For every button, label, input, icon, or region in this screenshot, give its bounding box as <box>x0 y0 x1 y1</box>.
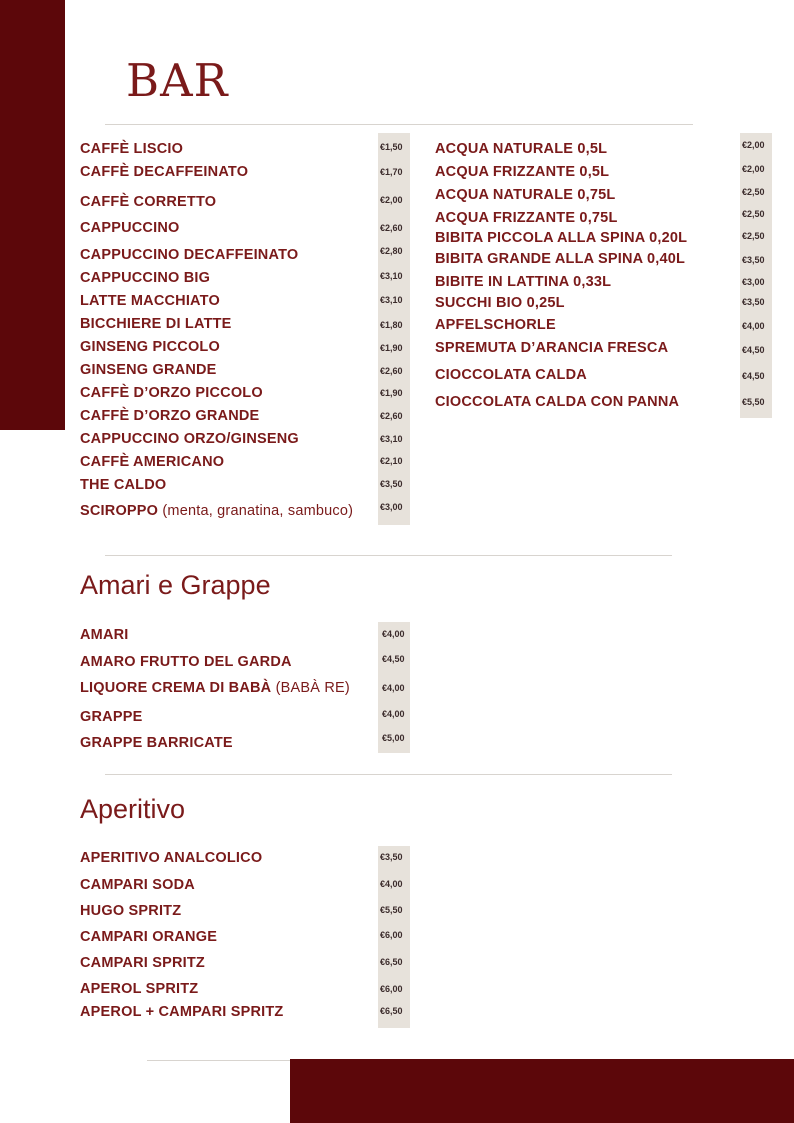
item-price: €5,50 <box>742 397 765 407</box>
menu-item <box>80 340 220 355</box>
menu-item <box>435 341 668 356</box>
item-price: €2,50 <box>742 187 765 197</box>
item-price: €4,50 <box>382 654 405 664</box>
menu-item <box>80 956 205 971</box>
item-name: APFELSCHORLE <box>435 317 556 333</box>
item-price: €4,50 <box>742 371 765 381</box>
item-name: APERITIVO ANALCOLICO <box>80 850 263 866</box>
item-name: CAFFÈ AMERICANO <box>80 454 225 470</box>
menu-item <box>80 478 166 493</box>
menu-item <box>80 710 142 725</box>
item-name: THE CALDO <box>80 477 167 493</box>
menu-item <box>80 455 224 470</box>
item-name: HUGO SPRITZ <box>80 903 182 919</box>
menu-item <box>80 851 262 866</box>
item-price: €2,50 <box>742 209 765 219</box>
menu-item <box>80 409 259 424</box>
item-price: €3,50 <box>380 852 403 862</box>
item-price: €4,00 <box>382 709 405 719</box>
item-price: €6,50 <box>380 1006 403 1016</box>
item-name: APEROL SPRITZ <box>80 981 199 997</box>
menu-item <box>435 395 679 410</box>
menu-item <box>80 432 299 447</box>
item-price: €6,00 <box>380 984 403 994</box>
item-price: €2,60 <box>380 411 403 421</box>
item-price: €4,00 <box>742 321 765 331</box>
item-price: €2,50 <box>742 231 765 241</box>
item-price: €3,10 <box>380 295 403 305</box>
menu-item <box>80 982 198 997</box>
decorative-left-bar <box>0 0 65 430</box>
menu-item <box>435 296 565 311</box>
item-price: €2,10 <box>380 456 403 466</box>
menu-item <box>435 318 556 333</box>
divider-amari <box>105 555 672 556</box>
item-price: €2,00 <box>742 140 765 150</box>
item-price: €1,90 <box>380 343 403 353</box>
item-name: CAFFÈ DECAFFEINATO <box>80 164 249 180</box>
menu-item <box>80 930 217 945</box>
item-price: €2,80 <box>380 246 403 256</box>
item-price: €3,50 <box>742 297 765 307</box>
divider-top <box>105 124 693 125</box>
item-name: GINSENG PICCOLO <box>80 339 220 355</box>
item-name: CAMPARI SODA <box>80 877 195 893</box>
decorative-bottom-bar <box>290 1059 794 1123</box>
item-name: SCIROPPO <box>80 503 159 519</box>
item-price: €1,90 <box>380 388 403 398</box>
menu-item <box>80 271 210 286</box>
item-name: CAFFÈ D’ORZO GRANDE <box>80 408 260 424</box>
item-price: €4,00 <box>382 629 405 639</box>
item-price: €3,10 <box>380 434 403 444</box>
item-price: €1,70 <box>380 167 403 177</box>
item-name: GRAPPE <box>80 709 143 725</box>
menu-item <box>80 221 179 236</box>
menu-item <box>80 195 216 210</box>
item-name: CAMPARI ORANGE <box>80 929 218 945</box>
item-name: ACQUA FRIZZANTE 0,75L <box>435 210 618 226</box>
item-name: ACQUA NATURALE 0,5L <box>435 141 608 157</box>
menu-item <box>80 317 232 332</box>
menu-item <box>80 1005 283 1020</box>
menu-item <box>80 165 248 180</box>
item-name: GRAPPE BARRICATE <box>80 735 233 751</box>
page-title: BAR <box>126 54 229 107</box>
item-note: (menta, granatina, sambuco) <box>158 503 354 519</box>
divider-aperitivo <box>105 774 672 775</box>
item-price: €6,50 <box>380 957 403 967</box>
item-name: GINSENG GRANDE <box>80 362 217 378</box>
item-name: CAFFÈ CORRETTO <box>80 194 217 210</box>
item-name: BIBITA PICCOLA ALLA SPINA 0,20L <box>435 230 688 246</box>
section-title-amari: Amari e Grappe <box>80 570 271 600</box>
item-price: €5,00 <box>382 733 405 743</box>
item-price: €1,50 <box>380 142 403 152</box>
menu-item <box>435 275 611 290</box>
item-price: €2,60 <box>380 223 403 233</box>
item-name: ACQUA NATURALE 0,75L <box>435 187 616 203</box>
menu-item <box>80 628 129 643</box>
menu-item <box>435 165 609 180</box>
item-name: CAFFÈ LISCIO <box>80 141 184 157</box>
menu-item <box>80 248 298 263</box>
item-name: SPREMUTA D’ARANCIA FRESCA <box>435 340 669 356</box>
item-price: €4,00 <box>382 683 405 693</box>
item-name: BIBITA GRANDE ALLA SPINA 0,40L <box>435 251 686 267</box>
item-name: CIOCCOLATA CALDA <box>435 367 587 383</box>
item-name: CAMPARI SPRITZ <box>80 955 205 971</box>
item-price: €3,00 <box>380 502 403 512</box>
item-name: CAFFÈ D’ORZO PICCOLO <box>80 385 263 401</box>
item-note: (BABÀ RE) <box>271 680 350 696</box>
menu-item <box>435 188 615 203</box>
menu-item <box>80 142 183 157</box>
item-price: €3,10 <box>380 271 403 281</box>
item-price: €2,00 <box>380 195 403 205</box>
item-price: €1,80 <box>380 320 403 330</box>
menu-item <box>80 504 353 519</box>
item-price: €4,50 <box>742 345 765 355</box>
menu-item <box>435 252 685 267</box>
item-price: €5,50 <box>380 905 403 915</box>
menu-item <box>80 904 181 919</box>
menu-item <box>80 655 292 670</box>
item-name: LIQUORE CREMA DI BABÀ <box>80 680 272 696</box>
item-name: AMARI <box>80 627 129 643</box>
divider-bottom <box>147 1060 290 1061</box>
item-price: €4,00 <box>380 879 403 889</box>
menu-item <box>435 211 618 226</box>
section-title-aperitivo: Aperitivo <box>80 794 186 824</box>
item-name: CAPPUCCINO DECAFFEINATO <box>80 247 299 263</box>
item-name: AMARO FRUTTO DEL GARDA <box>80 654 292 670</box>
item-name: ACQUA FRIZZANTE 0,5L <box>435 164 610 180</box>
item-name: CAPPUCCINO BIG <box>80 270 211 286</box>
item-price: €3,50 <box>742 255 765 265</box>
menu-item <box>435 142 607 157</box>
menu-item <box>80 736 233 751</box>
item-price: €2,00 <box>742 164 765 174</box>
item-name: LATTE MACCHIATO <box>80 293 220 309</box>
item-price: €2,60 <box>380 366 403 376</box>
menu-item <box>435 368 587 383</box>
item-price: €3,00 <box>742 277 765 287</box>
item-name: APEROL + CAMPARI SPRITZ <box>80 1004 284 1020</box>
menu-item <box>80 294 220 309</box>
menu-item <box>435 231 687 246</box>
item-price: €6,00 <box>380 930 403 940</box>
item-name: SUCCHI BIO 0,25L <box>435 295 565 311</box>
item-name: BIBITE IN LATTINA 0,33L <box>435 274 612 290</box>
menu-item <box>80 386 263 401</box>
menu-item <box>80 878 195 893</box>
menu-item <box>80 681 350 696</box>
item-name: CAPPUCCINO ORZO/GINSENG <box>80 431 299 447</box>
item-price: €3,50 <box>380 479 403 489</box>
item-name: BICCHIERE DI LATTE <box>80 316 232 332</box>
item-name: CIOCCOLATA CALDA CON PANNA <box>435 394 680 410</box>
item-name: CAPPUCCINO <box>80 220 180 236</box>
menu-item <box>80 363 217 378</box>
